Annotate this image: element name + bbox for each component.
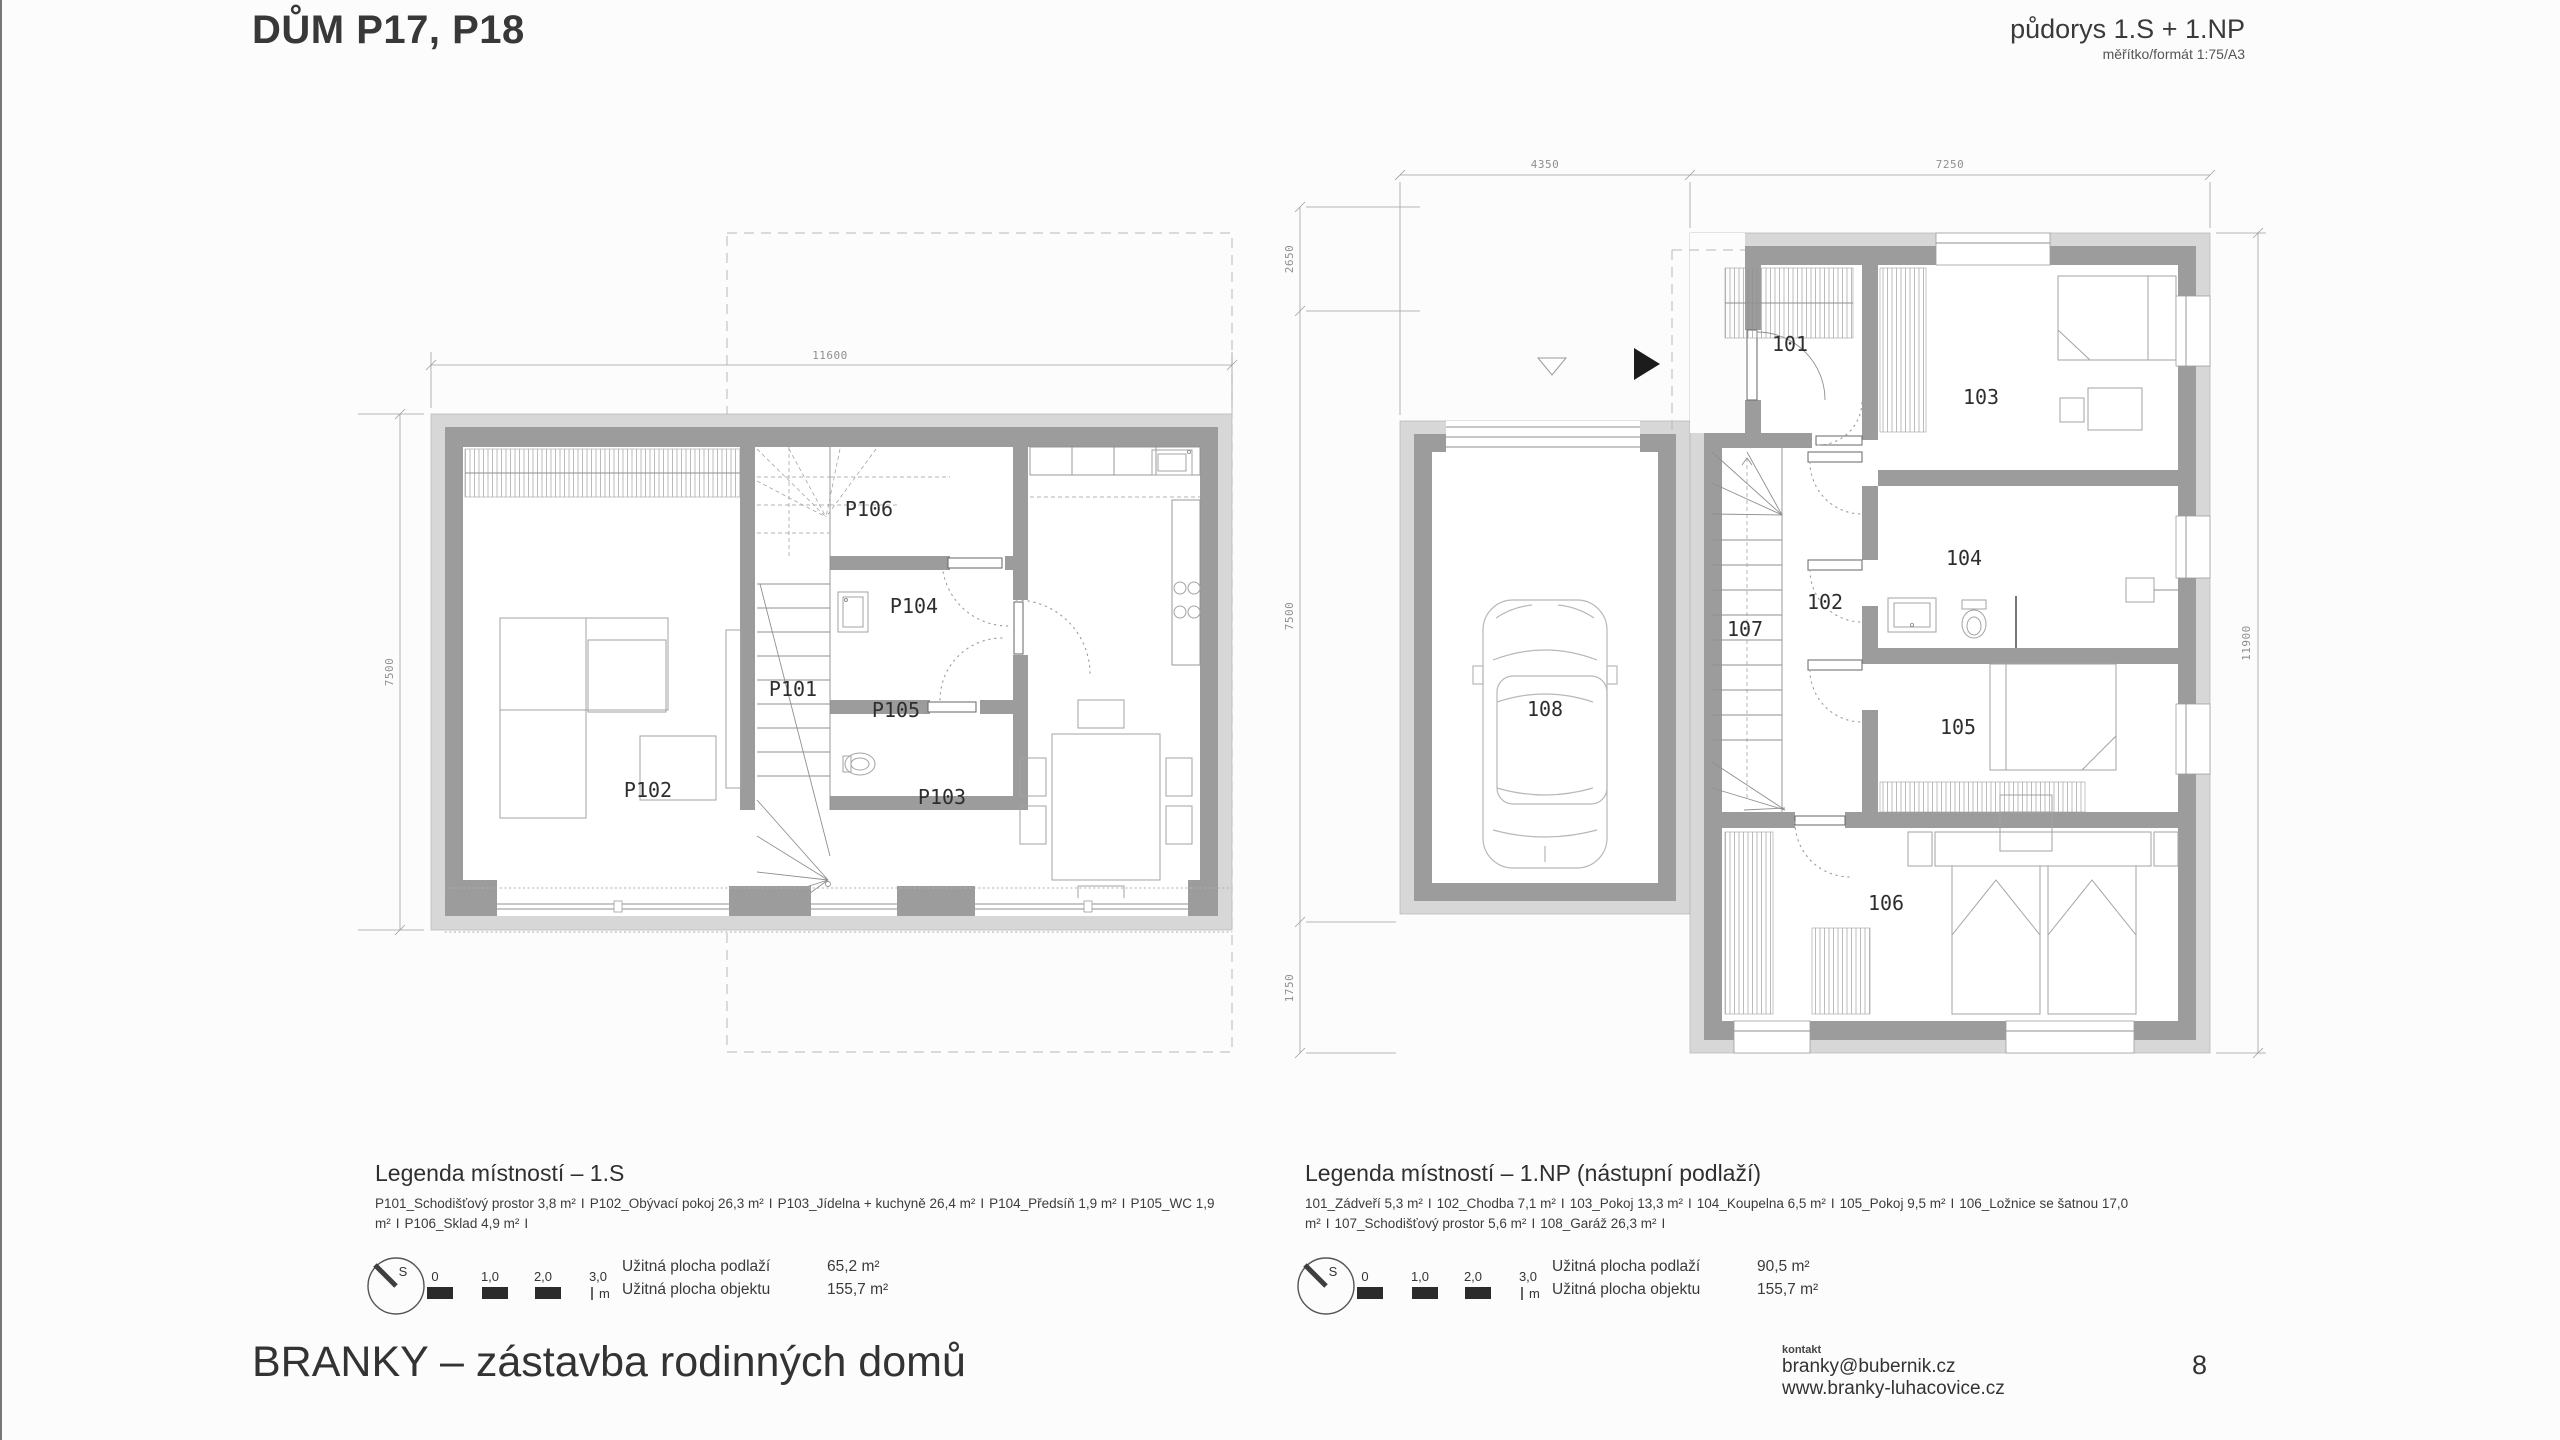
legend-1s-scale <box>363 1250 663 1322</box>
legend-item: 101_Zádveří 5,3 m² <box>1305 1196 1423 1211</box>
legend-item: 103_Pokoj 13,3 m² <box>1569 1196 1684 1211</box>
area-row: Užitná plocha podlaží 65,2 m² <box>622 1258 880 1275</box>
svg-text:m: m <box>599 1286 610 1301</box>
entry-door-leaf <box>1747 330 1757 400</box>
legend-1s-title: Legenda místností – 1.S <box>375 1160 625 1186</box>
legend-item: P103_Jídelna + kuchyně 26,4 m² <box>777 1196 976 1211</box>
legend-item: P105_WC 1,9 m² <box>375 1196 1215 1232</box>
north-compass-icon <box>368 1258 424 1314</box>
north-triangle-icon <box>1538 358 1566 375</box>
legend-item: 107_Schodišťový prostor 5,6 m² <box>1334 1216 1527 1232</box>
dim-7250: 7250 <box>1935 158 1965 171</box>
room-label-104: 104 <box>1945 546 1983 570</box>
legend-item: P106_Sklad 4,9 m² <box>404 1216 520 1232</box>
dim-7500-1s: 7500 <box>383 657 396 687</box>
legend-item: 108_Garáž 26,3 m² <box>1540 1216 1657 1232</box>
dim-11600: 11600 <box>812 349 848 362</box>
legend-item-separator: I <box>1661 1216 1666 1232</box>
page-number: 8 <box>2192 1350 2208 1380</box>
scale-bar <box>427 1269 610 1301</box>
svg-text:0: 0 <box>431 1269 439 1284</box>
contact-website: www.branky-luhacovice.cz <box>1782 1377 2005 1399</box>
legend-1np-title: Legenda místností – 1.NP (nástupní podlaží) <box>1305 1160 1762 1186</box>
legend-item-separator: I <box>980 1196 985 1211</box>
dimension-top-1s <box>426 349 1237 408</box>
contact-block <box>1782 1344 2005 1399</box>
project-title: BRANKY – zástavba rodinných domů <box>252 1338 966 1386</box>
legend-item-separator: I <box>1325 1216 1330 1232</box>
room-label-101: 101 <box>1771 332 1809 356</box>
title-block <box>1840 14 2245 62</box>
door-leaf-p106 <box>948 558 1002 568</box>
room-label-102: 102 <box>1806 590 1844 614</box>
dimension-left-1s <box>358 409 424 935</box>
room-label-107: 107 <box>1726 617 1764 641</box>
legend-1s-items <box>375 1194 1275 1235</box>
area-row: Užitná plocha objektu 155,7 m² <box>622 1281 889 1298</box>
legend-1s-areas <box>622 1258 888 1304</box>
dim-7500-1np: 7500 <box>1283 601 1296 631</box>
legend-item-separator: I <box>580 1196 585 1211</box>
svg-text:1,0: 1,0 <box>480 1269 500 1284</box>
legend-item-separator: I <box>395 1216 400 1232</box>
legend-item-separator: I <box>1688 1196 1692 1211</box>
area-row: Užitná plocha objektu 155,7 m² <box>1552 1281 1819 1298</box>
svg-text:3,0: 3,0 <box>1518 1269 1538 1284</box>
legend-item-separator: I <box>1121 1196 1126 1211</box>
legend-item-separator: I <box>524 1216 529 1232</box>
north-compass-icon <box>1298 1258 1354 1314</box>
floor-plan-1np-drawing <box>1270 140 2300 1110</box>
legend-item: P104_Předsíň 1,9 m² <box>989 1196 1117 1211</box>
closet-hatch-p102 <box>465 449 740 497</box>
dim-4350: 4350 <box>1530 158 1560 171</box>
dim-2650: 2650 <box>1283 244 1296 274</box>
scale-bar <box>1357 1269 1540 1301</box>
dimension-left-1np <box>1283 202 1420 1058</box>
room-label-p105: P105 <box>871 698 921 722</box>
room-label-105: 105 <box>1939 715 1977 739</box>
legend-item: 105_Pokoj 9,5 m² <box>1839 1196 1946 1211</box>
legend-1np-areas <box>1552 1258 1818 1304</box>
svg-text:m: m <box>1529 1286 1540 1301</box>
room-label-103: 103 <box>1962 385 2000 409</box>
legend-item-separator: I <box>1427 1196 1432 1211</box>
area-row: Užitná plocha podlaží 90,5 m² <box>1552 1258 1810 1275</box>
svg-text:2,0: 2,0 <box>533 1269 553 1284</box>
legend-item-separator: I <box>1531 1216 1536 1232</box>
legend-item-separator: I <box>1830 1196 1835 1211</box>
room-label-106: 106 <box>1867 891 1905 915</box>
sheet-title: DŮM P17, P18 <box>252 8 525 52</box>
drawing-title: půdorys 1.S + 1.NP <box>2010 14 2245 44</box>
entrance-arrow-icon <box>1634 348 1660 380</box>
legend-item: 102_Chodba 7,1 m² <box>1436 1196 1556 1211</box>
room-label-p101: P101 <box>768 677 818 701</box>
floor-plan-1s-drawing <box>330 225 1290 1085</box>
garage-walls <box>1400 421 1690 914</box>
contact-label: kontakt <box>1782 1344 1822 1356</box>
legend-item: P102_Obývací pokoj 26,3 m² <box>589 1196 764 1211</box>
svg-text:1,0: 1,0 <box>1410 1269 1430 1284</box>
room-label-p103: P103 <box>917 785 967 809</box>
legend-item: P101_Schodišťový prostor 3,8 m² <box>375 1196 576 1211</box>
room-label-p106: P106 <box>844 497 894 521</box>
room-label-p102: P102 <box>623 778 673 802</box>
dim-1750: 1750 <box>1283 973 1296 1003</box>
legend-item-separator: I <box>1950 1196 1955 1211</box>
room-label-p104: P104 <box>889 594 939 618</box>
sheet-left-edge <box>0 0 2 1440</box>
room-label-108: 108 <box>1526 697 1564 721</box>
legend-item: 104_Koupelna 6,5 m² <box>1696 1196 1826 1211</box>
svg-text:3,0: 3,0 <box>588 1269 608 1284</box>
door-leaf-p103 <box>1014 602 1023 654</box>
legend-item-separator: I <box>768 1196 773 1211</box>
legend-item-separator: I <box>1560 1196 1565 1211</box>
legend-item: 106_Ložnice se šatnou 17,0 m² <box>1305 1196 2129 1232</box>
door-leaf-p105 <box>928 702 976 712</box>
legend-1np-items <box>1305 1194 2255 1235</box>
svg-text:2,0: 2,0 <box>1463 1269 1483 1284</box>
legend-1np-scale <box>1293 1250 1593 1322</box>
scale-format: měřítko/formát 1:75/A3 <box>2102 46 2245 62</box>
dimension-right-1np <box>2216 228 2266 1058</box>
svg-text:S: S <box>398 1264 408 1279</box>
svg-text:0: 0 <box>1361 1269 1369 1284</box>
contact-email: branky@bubernik.cz <box>1782 1356 1956 1378</box>
svg-text:S: S <box>1328 1264 1338 1279</box>
dim-11900: 11900 <box>2240 625 2253 661</box>
